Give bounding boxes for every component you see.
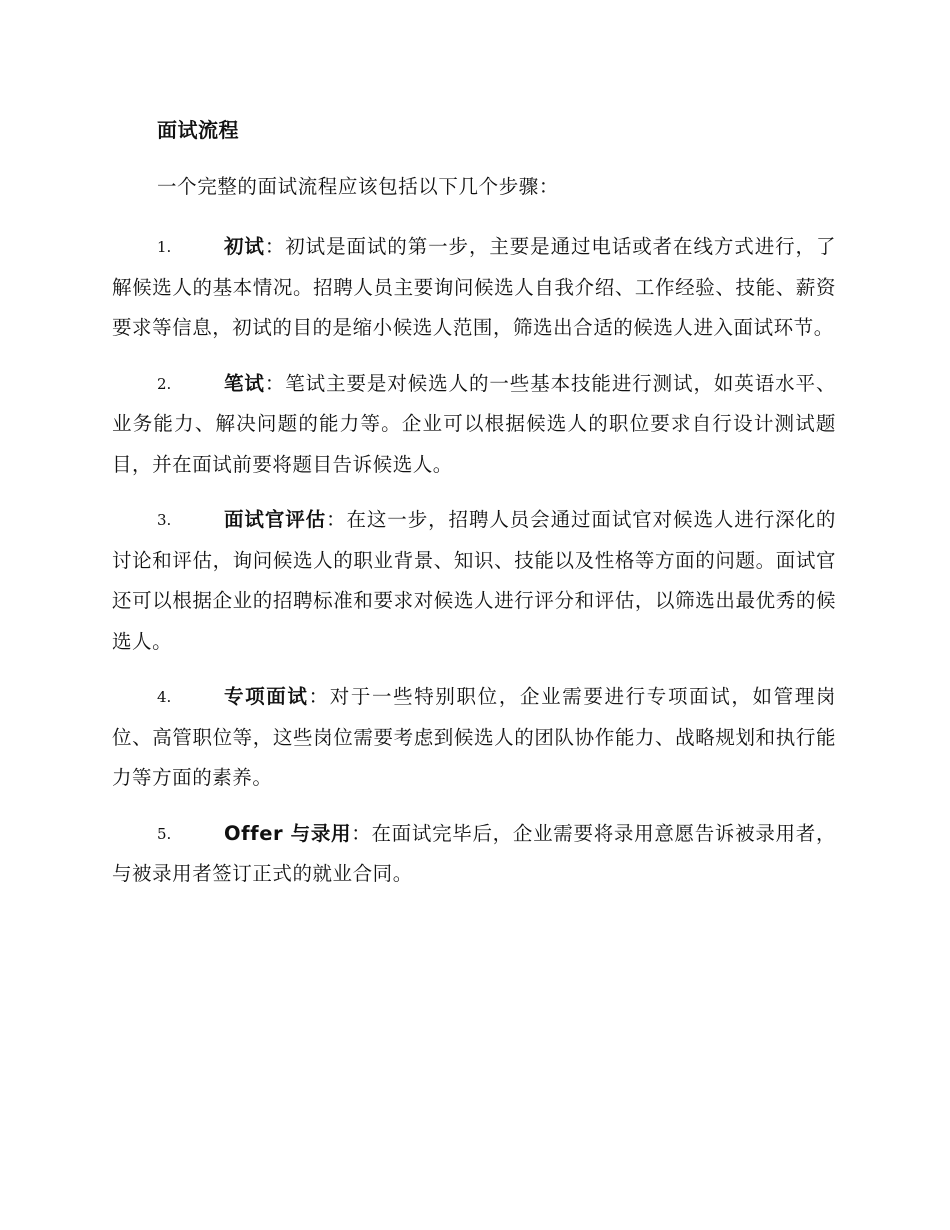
list-item-text: ：对于一些特别职位，企业需要进行专项面试，如管理岗位、高管职位等，这些岗位需要考虑到候选人的团队协作能力、战略规划和执行能力等方面的素养。 (112, 685, 836, 789)
list-item-step-2 (112, 364, 836, 486)
intro-paragraph: 一个完整的面试流程应该包括以下几个步骤： (157, 175, 560, 198)
steps-list (112, 227, 836, 910)
list-item-step-1 (112, 227, 836, 349)
list-item-term: 面试官评估 (224, 508, 327, 531)
list-item-text: ：笔试主要是对候选人的一些基本技能进行测试，如英语水平、业务能力、解决问题的能力等。企业可以根据候选人的职位要求自行设计测试题目，并在面试前要将题目告诉候选人。 (112, 371, 836, 476)
list-item-number: 5. (157, 824, 172, 843)
list-item-number: 4. (157, 688, 172, 706)
list-item-number: 2. (157, 374, 172, 393)
list-item-step-4 (112, 677, 836, 799)
list-item-step-5 (112, 814, 836, 895)
list-item-text: ：在这一步，招聘人员会通过面试官对候选人进行深化的讨论和评估，询问候选人的职业背景、知识、技能以及性格等方面的问题。面试官还可以根据企业的招聘标准和要求对候选人进行评分和评估，以筛选出最优秀的候选人。 (112, 508, 836, 653)
list-item-term: 专项面试 (224, 685, 309, 708)
list-item-text: ：初试是面试的第一步，主要是通过电话或者在线方式进行，了解候选人的基本情况。招聘人员主要询问候选人自我介绍、工作经验、技能、薪资要求等信息，初试的目的是缩小候选人范围，筛选出合适的候选人进入面试环节。 (112, 235, 836, 339)
list-item-number: 1. (157, 238, 172, 256)
list-item-term: 初试 (224, 235, 265, 258)
document-title: 面试流程 (157, 118, 239, 142)
list-item-term: Offer 与录用 (224, 821, 352, 845)
list-item-text: ：在面试完毕后，企业需要将录用意愿告诉被录用者，与被录用者签订正式的就业合同。 (112, 821, 837, 885)
list-item-number: 3. (157, 511, 172, 529)
list-item-term: 笔试 (224, 371, 265, 395)
list-item-step-3 (112, 500, 836, 662)
